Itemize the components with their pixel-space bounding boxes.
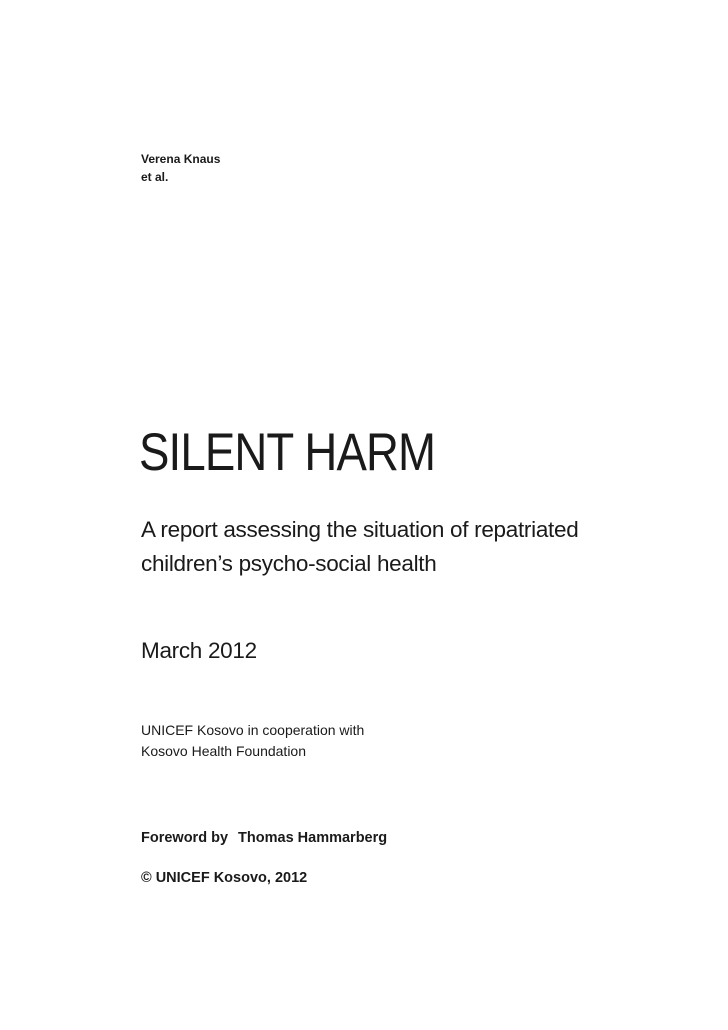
publication-date: March 2012 (141, 638, 257, 663)
subtitle-line-1: A report assessing the situation of repatriated (141, 517, 579, 542)
subtitle-line-2: children’s psycho-social health (141, 551, 437, 576)
report-subtitle (141, 513, 578, 581)
foreword-credit (141, 827, 387, 849)
organization-block (141, 720, 364, 762)
author-et-al: et al. (141, 170, 169, 184)
report-title: SILENT HARM (139, 423, 436, 482)
organization-line-1: UNICEF Kosovo in cooperation with (141, 722, 365, 738)
author-name: Verena Knaus (141, 152, 221, 166)
foreword-prefix: Foreword by (141, 830, 229, 846)
copyright-notice: © UNICEF Kosovo, 2012 (141, 870, 308, 886)
foreword-author: Thomas Hammarberg (238, 830, 388, 846)
organization-line-2: Kosovo Health Foundation (141, 743, 306, 759)
author-block (141, 150, 220, 186)
